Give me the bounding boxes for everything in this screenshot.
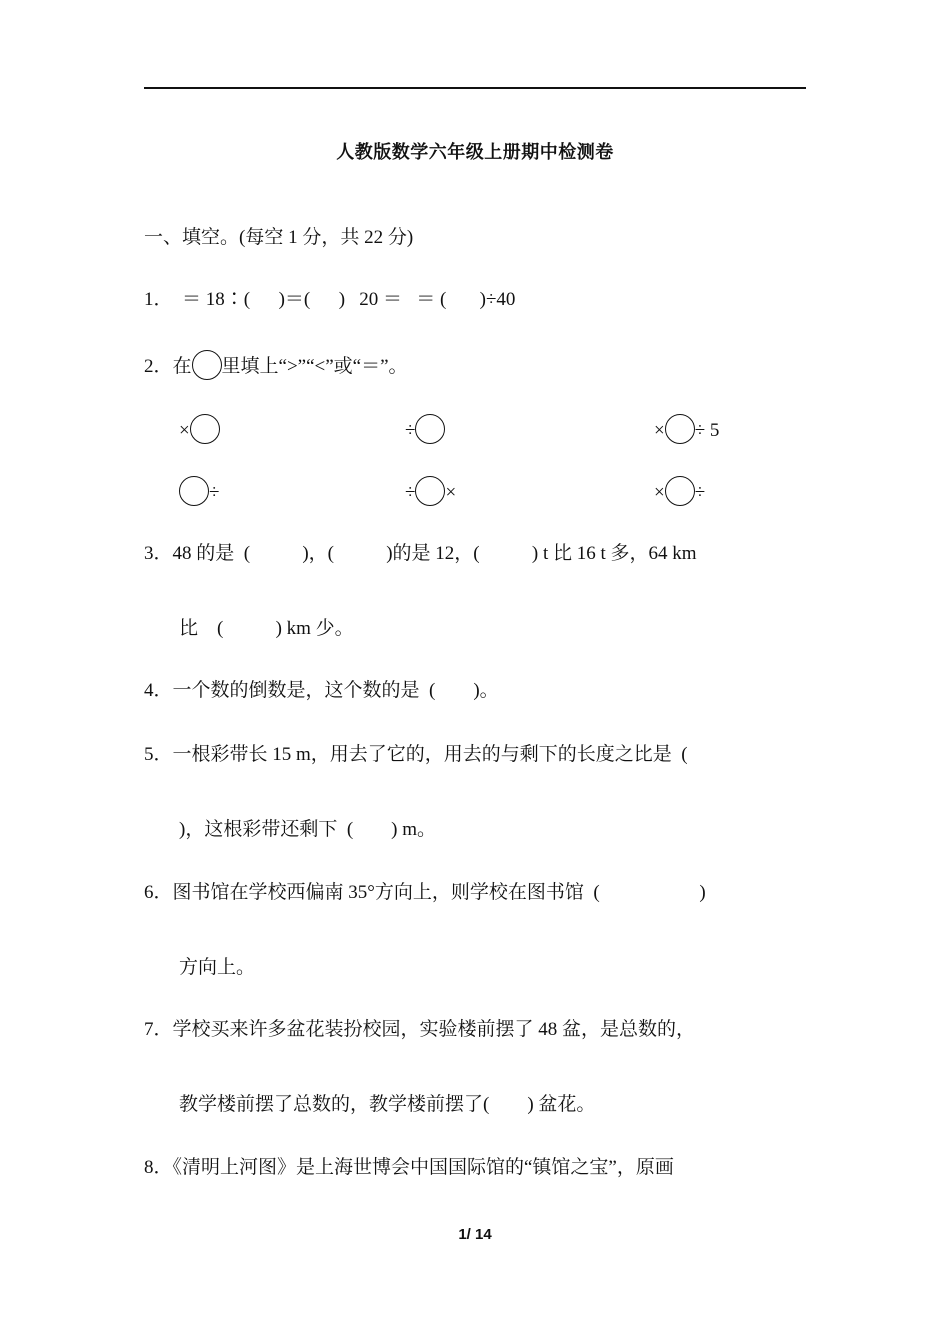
question-5-cont: )，这根彩带还剩下 ( ) m。 — [179, 819, 437, 840]
compare-circle — [415, 476, 445, 506]
question-5: 5．一根彩带长 15 m，用去了它的，用去的与剩下的长度之比是 ( — [144, 744, 688, 765]
section-heading: 一、填空。(每空 1 分，共 22 分) — [144, 227, 414, 248]
blank-circle — [192, 350, 222, 380]
q2-prefix: 2．在 — [144, 356, 192, 377]
q2-item-r1c2 — [405, 414, 445, 444]
operator: ÷ — [405, 482, 416, 503]
compare-circle — [190, 414, 220, 444]
compare-circle — [179, 476, 209, 506]
question-8: 8．《清明上河图》是上海世博会中国国际馆的“镇馆之宝”，原画 — [144, 1157, 674, 1178]
question-1: 1． ＝ 18∶( )＝( ) 20 ＝ ＝ ( )÷40 — [144, 289, 516, 310]
operator: × — [654, 482, 665, 503]
operator: × — [179, 420, 190, 441]
operator: ÷ — [405, 420, 416, 441]
question-3-cont: 比 ( ) km 少。 — [179, 618, 354, 639]
q2-item-r1c3 — [654, 414, 719, 444]
question-7: 7．学校买来许多盆花装扮校园，实验楼前摆了 48 盆，是总数的， — [144, 1019, 696, 1040]
q2-item-r2c2 — [405, 476, 456, 506]
question-6-cont: 方向上。 — [179, 957, 256, 978]
question-4: 4．一个数的倒数是，这个数的是 ( )。 — [144, 680, 499, 701]
q2-item-r2c3 — [654, 476, 705, 506]
operator: ÷ — [209, 482, 220, 503]
compare-circle — [415, 414, 445, 444]
page-title: 人教版数学六年级上册期中检测卷 — [336, 142, 614, 163]
operator: × — [654, 420, 665, 441]
question-2 — [144, 350, 408, 380]
operator: ÷ — [694, 482, 706, 503]
q2-item-r2c1 — [179, 476, 219, 506]
compare-circle — [665, 476, 695, 506]
question-3: 3．48 的是 ( )，( )的是 12，( ) t 比 16 t 多，64 km — [144, 543, 697, 564]
question-7-cont: 教学楼前摆了总数的，教学楼前摆了( ) 盆花。 — [179, 1094, 596, 1115]
question-6: 6．图书馆在学校西偏南 35°方向上，则学校在图书馆 ( ) — [144, 882, 706, 903]
header-rule — [144, 87, 806, 89]
q2-suffix: 里填上“>”“<”或“＝”。 — [221, 356, 408, 377]
operator: ÷ 5 — [694, 420, 720, 441]
page-number: 1/ 14 — [458, 1226, 492, 1243]
compare-circle — [665, 414, 695, 444]
q2-item-r1c1 — [179, 414, 220, 444]
operator: × — [445, 482, 457, 503]
